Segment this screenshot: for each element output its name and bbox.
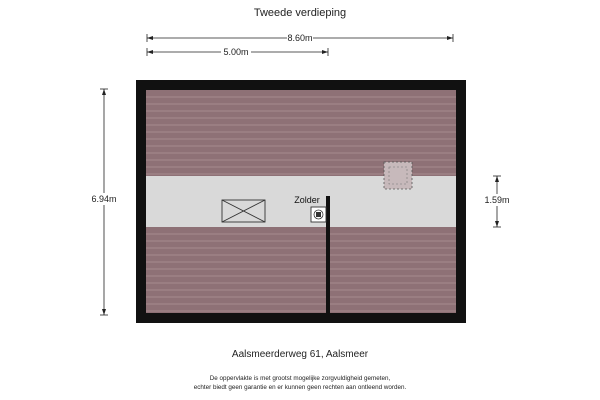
partition-wall (326, 196, 330, 313)
boiler-icon (311, 207, 326, 222)
dimension-total-width (147, 32, 453, 43)
disclaimer (0, 374, 600, 392)
dimension-partial-width (147, 46, 328, 57)
room-label-zolder: Zolder (294, 195, 320, 205)
disclaimer-line-1: De oppervlakte is met grootst mogelijke zorgvuldigheid gemeten, (209, 375, 391, 382)
partial-width-label: 5.00m (223, 47, 249, 57)
dimension-height (88, 89, 120, 315)
disclaimer-line-2: echter biedt geen garantie en er kunnen geen rechten aan ontleend worden. (193, 384, 407, 391)
roof-slope-bottom (146, 227, 456, 313)
skylight (384, 162, 412, 189)
floor-title: Tweede verdieping (253, 7, 347, 19)
total-width-label: 8.60m (287, 33, 313, 43)
dimension-band-height (481, 176, 513, 227)
height-label: 6.94m (91, 194, 117, 204)
band-height-label: 1.59m (484, 195, 510, 205)
address: Aalsmeerderweg 61, Aalsmeer (231, 349, 369, 360)
